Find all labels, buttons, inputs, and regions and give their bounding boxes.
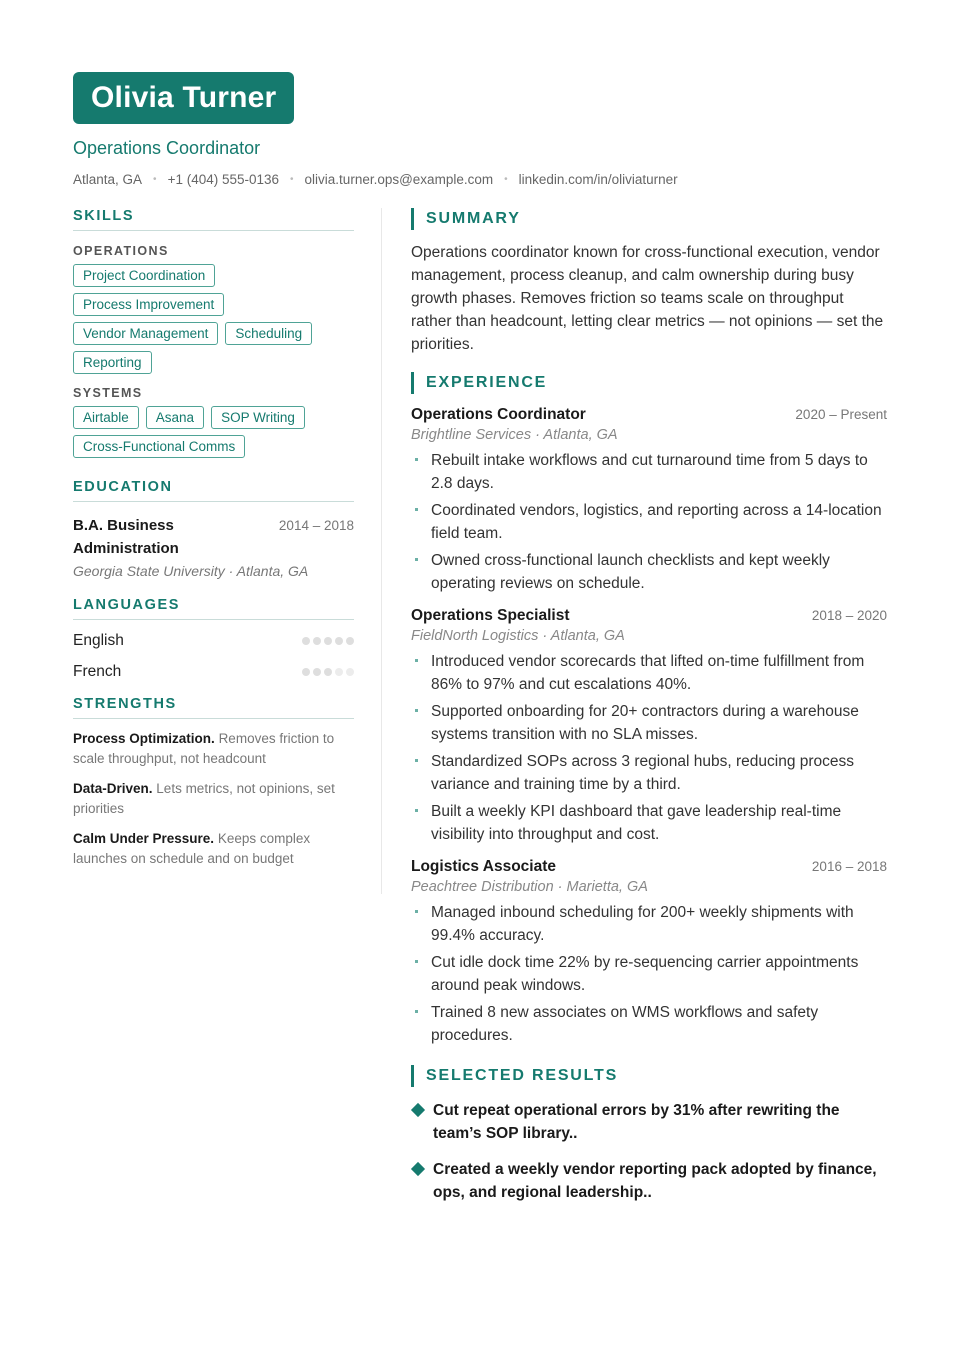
bullet-marker bbox=[415, 1010, 418, 1013]
proficiency-dots bbox=[302, 637, 354, 645]
proficiency-dot-empty bbox=[346, 668, 354, 676]
bullet-text: Built a weekly KPI dashboard that gave leadership real-time visibility into throughput and cost. bbox=[431, 803, 842, 843]
job-bullet bbox=[411, 750, 887, 796]
language-list bbox=[73, 625, 354, 687]
bullet-text: Cut idle dock time 22% by re-sequencing carrier appointments around peak windows. bbox=[431, 954, 859, 994]
strength-item bbox=[73, 829, 354, 869]
job-bullet bbox=[411, 549, 887, 595]
strength-text: Keeps complex launches on schedule and on budget bbox=[73, 831, 311, 866]
job-dates: 2020 – Present bbox=[795, 407, 887, 422]
separator-dot: • bbox=[290, 174, 294, 185]
bullet-marker bbox=[415, 960, 418, 963]
education-entry bbox=[73, 514, 354, 560]
job-bullet bbox=[411, 700, 887, 746]
strength-item bbox=[73, 729, 354, 769]
bullet-marker bbox=[415, 709, 418, 712]
result-item bbox=[411, 1099, 887, 1145]
skill-tag: Scheduling bbox=[225, 322, 312, 345]
job-bullets bbox=[411, 901, 887, 1047]
job-role: Operations Coordinator bbox=[411, 406, 586, 423]
job-bullets bbox=[411, 449, 887, 595]
experience-heading bbox=[411, 372, 887, 394]
experience-heading-label: EXPERIENCE bbox=[426, 374, 548, 391]
skill-group-title: SYSTEMS bbox=[73, 386, 143, 400]
bullet-text: Standardized SOPs across 3 regional hubs, reducing process variance and training time by a third. bbox=[431, 753, 855, 793]
skill-tag: Airtable bbox=[73, 406, 139, 429]
skill-tag: Project Coordination bbox=[73, 264, 215, 287]
separator-dot: • bbox=[153, 174, 157, 185]
results-heading bbox=[411, 1065, 887, 1087]
left-column bbox=[73, 208, 354, 869]
proficiency-dot-empty bbox=[335, 668, 343, 676]
summary-heading-label: SUMMARY bbox=[426, 210, 521, 227]
job-role: Operations Specialist bbox=[411, 607, 570, 624]
job-bullet bbox=[411, 951, 887, 997]
diamond-bullet-icon bbox=[411, 1162, 425, 1176]
job-entry bbox=[411, 858, 887, 1047]
proficiency-dot-filled bbox=[313, 668, 321, 676]
job-bullet bbox=[411, 800, 887, 846]
strength-title: Process Optimization. bbox=[73, 731, 215, 746]
bullet-text: Managed inbound scheduling for 200+ weekly shipments with 99.4% accuracy. bbox=[431, 904, 854, 944]
skill-tags-operations bbox=[73, 264, 354, 374]
job-bullet bbox=[411, 650, 887, 696]
education-heading: EDUCATION bbox=[73, 479, 354, 502]
proficiency-dot-filled bbox=[324, 668, 332, 676]
bullet-marker bbox=[415, 659, 418, 662]
bullet-marker bbox=[415, 759, 418, 762]
bullet-text: Coordinated vendors, logistics, and reporting across a 14-location field team. bbox=[431, 502, 882, 542]
job-bullets bbox=[411, 650, 887, 846]
proficiency-dot-filled bbox=[302, 637, 310, 645]
strength-title: Data-Driven. bbox=[73, 781, 153, 796]
proficiency-dots bbox=[302, 668, 354, 676]
skill-group-title: OPERATIONS bbox=[73, 244, 169, 258]
candidate-name: Olivia Turner bbox=[91, 81, 277, 114]
contact-phone: +1 (404) 555-0136 bbox=[167, 172, 280, 187]
heading-accent-bar bbox=[411, 208, 414, 230]
separator-dot: • bbox=[504, 174, 508, 185]
strength-title: Calm Under Pressure. bbox=[73, 831, 215, 846]
result-item bbox=[411, 1158, 887, 1204]
skill-tag: Vendor Management bbox=[73, 322, 218, 345]
skills-heading: SKILLS bbox=[73, 208, 354, 231]
strength-list bbox=[73, 729, 354, 869]
job-entry bbox=[411, 406, 887, 595]
job-bullet bbox=[411, 901, 887, 947]
bullet-text: Owned cross-functional launch checklists and kept weekly operating reviews on schedule. bbox=[431, 552, 830, 592]
language-row bbox=[73, 625, 354, 656]
strength-text: Lets metrics, not opinions, set priorities bbox=[73, 781, 335, 816]
job-dates: 2018 – 2020 bbox=[811, 608, 887, 623]
strengths-heading: STRENGTHS bbox=[73, 696, 354, 719]
bullet-text: Supported onboarding for 20+ contractors during a warehouse systems transition with no SLA misses. bbox=[431, 703, 859, 743]
results-heading-label: SELECTED RESULTS bbox=[426, 1067, 619, 1084]
proficiency-dot-filled bbox=[313, 637, 321, 645]
contact-linkedin[interactable]: linkedin.com/in/oliviaturner bbox=[518, 172, 678, 187]
bullet-text: Introduced vendor scorecards that lifted on-time fulfillment from 86% to 97% and cut escalations 40%. bbox=[431, 653, 865, 693]
bullet-text: Trained 8 new associates on WMS workflows and safety procedures. bbox=[431, 1004, 819, 1044]
bullet-marker bbox=[415, 558, 418, 561]
results-list bbox=[411, 1099, 887, 1204]
job-bullet bbox=[411, 449, 887, 495]
job-entry bbox=[411, 607, 887, 846]
education-years: 2014 – 2018 bbox=[278, 518, 354, 533]
name-banner bbox=[73, 72, 294, 124]
right-column bbox=[411, 208, 887, 1217]
job-title: Operations Coordinator bbox=[73, 138, 261, 158]
skill-tag: Reporting bbox=[73, 351, 152, 374]
strength-item bbox=[73, 779, 354, 819]
strength-text: Removes friction to scale throughput, not headcount bbox=[73, 731, 335, 766]
proficiency-dot-filled bbox=[324, 637, 332, 645]
skill-tag: Asana bbox=[146, 406, 204, 429]
heading-accent-bar bbox=[411, 372, 414, 394]
language-name: French bbox=[73, 662, 122, 680]
job-company: Brightline Services · Atlanta, GA bbox=[411, 427, 618, 443]
contact-line bbox=[73, 172, 678, 187]
education-school: Georgia State University · Atlanta, GA bbox=[73, 563, 309, 579]
heading-accent-bar bbox=[411, 1065, 414, 1087]
bullet-marker bbox=[415, 809, 418, 812]
language-row bbox=[73, 656, 354, 687]
job-company: Peachtree Distribution · Marietta, GA bbox=[411, 879, 648, 895]
job-bullet bbox=[411, 499, 887, 545]
proficiency-dot-filled bbox=[335, 637, 343, 645]
skill-tags-systems bbox=[73, 406, 354, 458]
bullet-marker bbox=[415, 458, 418, 461]
column-divider bbox=[381, 208, 382, 894]
proficiency-dot-filled bbox=[346, 637, 354, 645]
summary-text: Operations coordinator known for cross-functional execution, vendor management, process cleanup, and calm ownership during busy growth phases. Removes friction so teams scale on throughput rather than headcount, letting clear metrics — not opinions — set the priorities. bbox=[411, 244, 884, 353]
skill-tag: Cross-Functional Comms bbox=[73, 435, 245, 458]
result-text: Cut repeat operational errors by 31% after rewriting the team’s SOP library.. bbox=[433, 1102, 840, 1142]
bullet-marker bbox=[415, 508, 418, 511]
skill-tag: Process Improvement bbox=[73, 293, 224, 316]
contact-email[interactable]: olivia.turner.ops@example.com bbox=[304, 172, 494, 187]
skill-tag: SOP Writing bbox=[211, 406, 305, 429]
job-bullet bbox=[411, 1001, 887, 1047]
job-dates: 2016 – 2018 bbox=[811, 859, 887, 874]
languages-heading: LANGUAGES bbox=[73, 597, 354, 620]
bullet-marker bbox=[415, 910, 418, 913]
diamond-bullet-icon bbox=[411, 1103, 425, 1117]
job-company: FieldNorth Logistics · Atlanta, GA bbox=[411, 628, 625, 644]
language-name: English bbox=[73, 631, 124, 649]
bullet-text: Rebuilt intake workflows and cut turnaround time from 5 days to 2.8 days. bbox=[431, 452, 868, 492]
result-text: Created a weekly vendor reporting pack adopted by finance, ops, and regional leadership.. bbox=[433, 1161, 877, 1201]
summary-heading bbox=[411, 208, 887, 230]
job-role: Logistics Associate bbox=[411, 858, 557, 875]
proficiency-dot-filled bbox=[302, 668, 310, 676]
education-degree: B.A. Business Administration bbox=[73, 517, 179, 557]
contact-location: Atlanta, GA bbox=[73, 172, 143, 187]
